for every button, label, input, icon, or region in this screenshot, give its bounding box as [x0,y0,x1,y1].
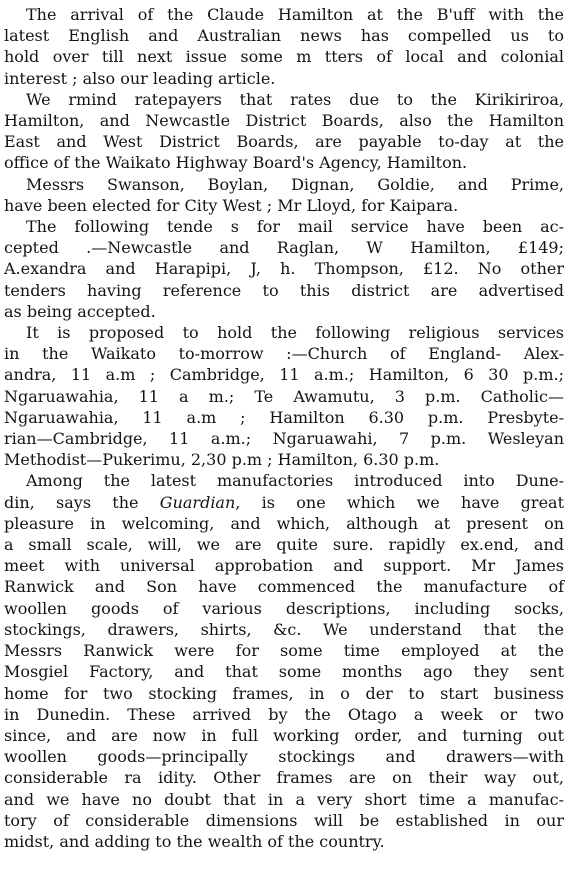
text-line: woollen goods of various descriptions, including socks, [4,598,564,618]
text-line: Messrs Swanson, Boylan, Dignan, Goldie, and Prime, [26,174,564,194]
text-line: We rmind ratepayers that rates due to the Kirikiriroa, [26,89,564,109]
text-line: A.exandra and Harapipi, J, h. Thompson, £12. No other [4,259,564,279]
text-line: pleasure in welcoming, and which, although at present on [4,513,564,533]
text-line: latest English and Australian news has compelled us to [4,26,564,46]
text-line: andra, 11 a.m ; Cambridge, 11 a.m.; Hamilton, 6 30 p.m.; [4,365,564,385]
paragraph-dunedin-manufactory [4,470,564,852]
text-line: rian—Cambridge, 11 a.m.; Ngaruawahi, 7 p.m. Wesleyan [4,429,564,449]
text-line: as being accepted. [4,301,156,321]
text-line: East and West District Boards, are payable to-day at the [4,132,564,152]
paragraph-election-results [4,174,564,216]
paragraph-religious-services [4,322,564,470]
text-line: cepted .—Newcastle and Raglan, W Hamilton, £149; [4,238,564,258]
text-line: considerable ra idity. Other frames are on their way out, [4,768,564,788]
text-line: home for two stocking frames, in o der to start business [4,683,564,703]
text-line: office of the Waikato Highway Board's Agency, Hamilton. [4,153,468,173]
text-line: Messrs Ranwick were for some time employed at the [4,641,564,661]
text-line: in Dunedin. These arrived by the Otago a week or two [4,704,564,724]
text-line: have been elected for City West ; Mr Lloyd, for Kaipara. [4,195,459,215]
text-line: The arrival of the Claude Hamilton at the B'uff with the [26,5,564,24]
text-line: a small scale, will, we are quite sure. rapidly ex.end, and [4,535,564,555]
text-line: meet with universal approbation and support. Mr James [4,556,564,576]
text-line: Ranwick and Son have commenced the manufacture of [4,577,564,597]
text-line: hold over till next issue some m tters of local and colonial [4,47,564,67]
text-line: midst, and adding to the wealth of the country. [4,831,385,851]
text-line-guardian: din, says the Guardian, is one which we have great [4,492,564,512]
text-line: since, and are now in full working order, and turning out [4,725,564,745]
text-line: Ngaruawahia, 11 a.m ; Hamilton 6.30 p.m. Presbyte- [4,407,564,427]
text-line: tory of considerable dimensions will be established in our [4,810,564,830]
text-line: Methodist—Pukerimu, 2,30 p.m ; Hamilton, 6.30 p.m. [4,450,440,470]
text-line: in the Waikato to-morrow :—Church of England- Alex- [4,344,564,364]
text-line: It is proposed to hold the following religious services [26,323,564,343]
text-line: Mosgiel Factory, and that some months ago they sent [4,662,564,682]
text-line: and we have no doubt that in a very short time a manufac- [4,789,564,809]
paragraph-mail-tenders [4,216,564,322]
text-line: interest ; also our leading article. [4,68,276,88]
paragraph-claude-hamilton-news [4,4,564,89]
newspaper-name: Guardian [159,492,236,512]
text-line: stockings, drawers, shirts, &c. We understand that the [4,619,564,639]
text-line: woollen goods—principally stockings and drawers—with [4,747,564,767]
text-line: Ngaruawahia, 11 a m.; Te Awamutu, 3 p.m. Catholic— [4,386,564,406]
paragraph-rates-notice [4,89,564,174]
text-line: tenders having reference to this district are advertised [4,280,564,300]
text-line: Hamilton, and Newcastle District Boards, also the Hamilton [4,111,564,131]
text-line: Among the latest manufactories introduced into Dune- [26,471,564,491]
text-line: The following tende s for mail service have been ac- [26,217,564,237]
